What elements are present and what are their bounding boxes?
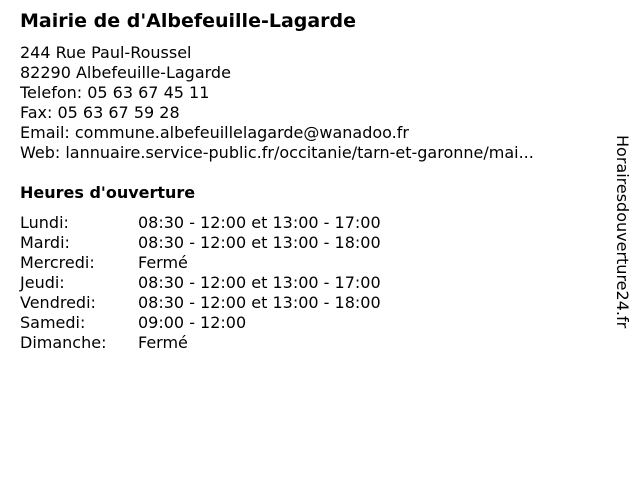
day-hours: Fermé	[138, 253, 188, 272]
day-hours: Fermé	[138, 333, 188, 352]
day-label: Dimanche:	[20, 333, 107, 352]
hours-row-monday	[20, 213, 440, 233]
address-street: 244 Rue Paul-Roussel	[20, 43, 192, 62]
day-hours: 09:00 - 12:00	[138, 313, 247, 332]
hours-row-thursday	[20, 273, 440, 293]
day-hours: 08:30 - 12:00 et 13:00 - 18:00	[138, 293, 381, 312]
phone-number: Telefon: 05 63 67 45 11	[20, 83, 210, 102]
hours-table	[20, 213, 440, 353]
day-label: Samedi:	[20, 313, 86, 332]
page-title: Mairie de d'Albefeuille-Lagarde	[20, 10, 357, 32]
day-label: Jeudi:	[20, 273, 65, 292]
web-address: Web: lannuaire.service-public.fr/occitanie/tarn-et-garonne/mai...	[20, 143, 534, 162]
hours-row-tuesday	[20, 233, 440, 253]
site-watermark: Horairesdouverture24.fr	[613, 135, 632, 329]
hours-row-friday	[20, 293, 440, 313]
day-hours: 08:30 - 12:00 et 13:00 - 18:00	[138, 233, 381, 252]
email-address: Email: commune.albefeuillelagarde@wanadoo.fr	[20, 123, 409, 142]
day-hours: 08:30 - 12:00 et 13:00 - 17:00	[138, 273, 381, 292]
day-label: Lundi:	[20, 213, 69, 232]
address-city: 82290 Albefeuille-Lagarde	[20, 63, 231, 82]
day-label: Mardi:	[20, 233, 70, 252]
day-hours: 08:30 - 12:00 et 13:00 - 17:00	[138, 213, 381, 232]
day-label: Vendredi:	[20, 293, 96, 312]
hours-heading: Heures d'ouverture	[20, 183, 196, 202]
hours-row-wednesday	[20, 253, 440, 273]
day-label: Mercredi:	[20, 253, 95, 272]
contact-block	[20, 43, 534, 163]
hours-row-sunday	[20, 333, 440, 353]
hours-row-saturday	[20, 313, 440, 333]
fax-number: Fax: 05 63 67 59 28	[20, 103, 180, 122]
